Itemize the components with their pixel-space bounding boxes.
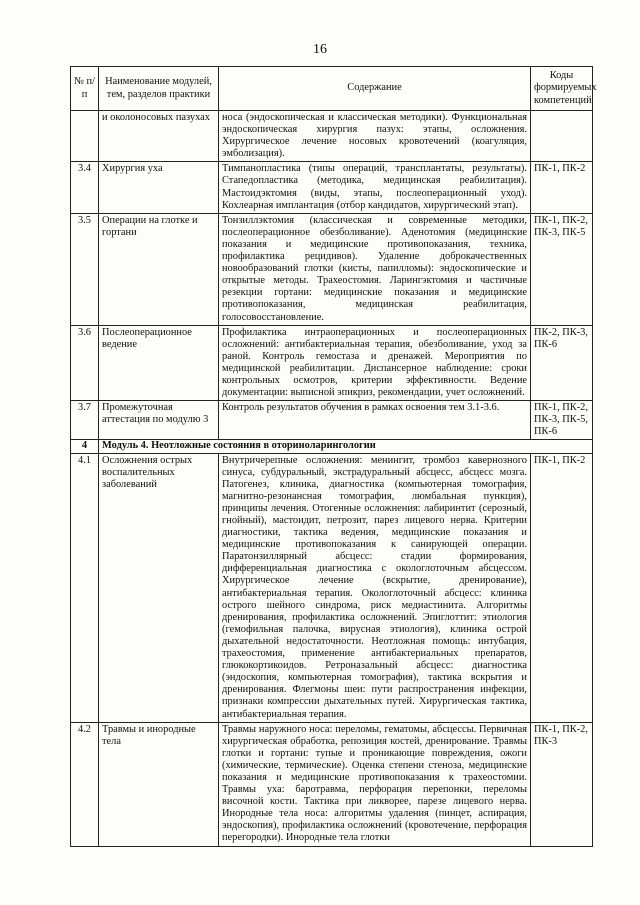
row-codes xyxy=(531,111,593,162)
row-num: 4.1 xyxy=(71,453,99,722)
row-name: Хирургия уха xyxy=(99,162,219,213)
row-content: Внутричерепные осложнения: менингит, тромбоз кавернозного синуса, субдуральный, экстрадуральный абсцесс, абсцесс мозга. Патогенез, клиника, диагностика (компьютерная томография, магнитно-резонансная томография, люмбальная пункция), принципы лечения. Отогенные осложнения: лабиринтит (серозный, гнойный), мастоидит, петрозит, парез лицевого нерва. Критерии диагностики, тактика ведения, медицинские показания и медицинские противопоказания к санирующей операции. Паратонзиллярный абсцесс: стадии формирования, дифференциальная диагностика с окологлоточным абсцессом. Хирургическое лечение (вскрытие, дренирование), антибактериальная терапия. Окологлоточный абсцесс: клиника острого шейного синдрома, риск медиастинита. Алгоритмы дренирования, профилактика осложнений. Эпиглоттит: этиология (гемофильная палочка, вирусная этиология), клиника острой дыхательной недостаточности. Неотложная помощь: интубация, трахеостомия, применение антибактериальных препаратов, глюкокортикоидов. Ретроназальный абсцесс: диагностика (эндоскопия, компьютерная томография), тактика вскрытия и дренирования. Флегмоны шеи: пути распространения инфекции, признаки компрессии дыхательных путей. Хирургическая тактика, антибактериальная терапия. xyxy=(219,453,531,722)
header-num: № п/п xyxy=(71,67,99,111)
header-name: Наименование модулей, тем, разделов практики xyxy=(99,67,219,111)
row-num: 3.5 xyxy=(71,213,99,325)
row-num xyxy=(71,111,99,162)
row-num: 3.7 xyxy=(71,401,99,440)
row-content: Профилактика интраоперационных и послеоперационных осложнений: антибактериальная терапия, обезболивание, уход за раной. Контроль гемостаза и дренажей. Мероприятия по медицинской реабилитации. Диспансерное наблюдение: сроки контрольных осмотров, критерии эффективности. Ведение документации: выписной эпикриз, рекомендации, учет осложнений. xyxy=(219,325,531,401)
row-content: Травмы наружного носа: переломы, гематомы, абсцессы. Первичная хирургическая обработка, репозиция костей, дренирование. Травмы глотки и гортани: тупые и проникающие повреждения, ожоги (химические, термические). Оценка степени стеноза, медицинские показания и медицинские противопоказания к трахеостомии. Травмы уха: баротравма, перфорация перепонки, переломы височной кости. Тактика при ликворее, парезе лицевого нерва. Инородные тела носа: алгоритмы удаления (пинцет, аспирация, эндоскопия), профилактика осложнений (кровотечение, перфорация перегородки). Инородные тела глотки xyxy=(219,722,531,846)
table-row xyxy=(71,453,593,722)
table-row xyxy=(71,325,593,401)
row-codes: ПК-1, ПК-2, ПК-3, ПК-5 xyxy=(531,213,593,325)
row-codes: ПК-1, ПК-2, ПК-3 xyxy=(531,722,593,846)
header-content: Содержание xyxy=(219,67,531,111)
row-name: Травмы и инородные тела xyxy=(99,722,219,846)
row-name: и околоносовых пазухах xyxy=(99,111,219,162)
table-row xyxy=(71,401,593,440)
table-row xyxy=(71,162,593,213)
table-row xyxy=(71,213,593,325)
module-row xyxy=(71,440,593,453)
row-num: 3.4 xyxy=(71,162,99,213)
table-header-row xyxy=(71,67,593,111)
row-codes: ПК-1, ПК-2, ПК-3, ПК-5, ПК-6 xyxy=(531,401,593,440)
module-num: 4 xyxy=(71,440,99,453)
row-num: 3.6 xyxy=(71,325,99,401)
table-row xyxy=(71,722,593,846)
page-number: 16 xyxy=(313,42,327,57)
header-codes: Коды формируемых компетенций xyxy=(531,67,593,111)
row-content: носа (эндоскопическая и классическая методики). Функциональная эндоскопическая хирургия пазух: этапы, осложнения. Хирургическое лечение носовых кровотечений (коагуляция, эмболизация). xyxy=(219,111,531,162)
row-content: Тонзиллэктомия (классическая и современные методики, послеоперационное обезболивание). Аденотомия (медицинские показания и медицинские противопоказания, техника, профилактика рецидивов). Удаление доброкачественных новообразований глотки (кисты, папилломы): эндоскопические и открытые методы. Трахеостомия. Ларингэктомия и частичные резекции гортани: медицинские показания и медицинские противопоказания, медицинская реабилитация, голосовосстановление. xyxy=(219,213,531,325)
row-codes: ПК-1, ПК-2 xyxy=(531,453,593,722)
table-row xyxy=(71,111,593,162)
row-content: Тимпанопластика (типы операций, трансплантаты, результаты). Стапедопластика (методика, медицинская реабилитация). Мастоидэктомия (виды, этапы, послеоперационный уход). Кохлеарная имплантация (отбор кандидатов, хирургический этап). xyxy=(219,162,531,213)
curriculum-table xyxy=(70,66,597,847)
row-name: Операции на глотке и гортани xyxy=(99,213,219,325)
module-title: Модуль 4. Неотложные состояния в оториноларингологии xyxy=(99,440,593,453)
row-name: Промежуточная аттестация по модулю 3 xyxy=(99,401,219,440)
row-name: Осложнения острых воспалительных заболеваний xyxy=(99,453,219,722)
row-codes: ПК-1, ПК-2 xyxy=(531,162,593,213)
row-num: 4.2 xyxy=(71,722,99,846)
row-name: Послеоперационное ведение xyxy=(99,325,219,401)
row-content: Контроль результатов обучения в рамках освоения тем 3.1-3.6. xyxy=(219,401,531,440)
row-codes: ПК-2, ПК-3, ПК-6 xyxy=(531,325,593,401)
